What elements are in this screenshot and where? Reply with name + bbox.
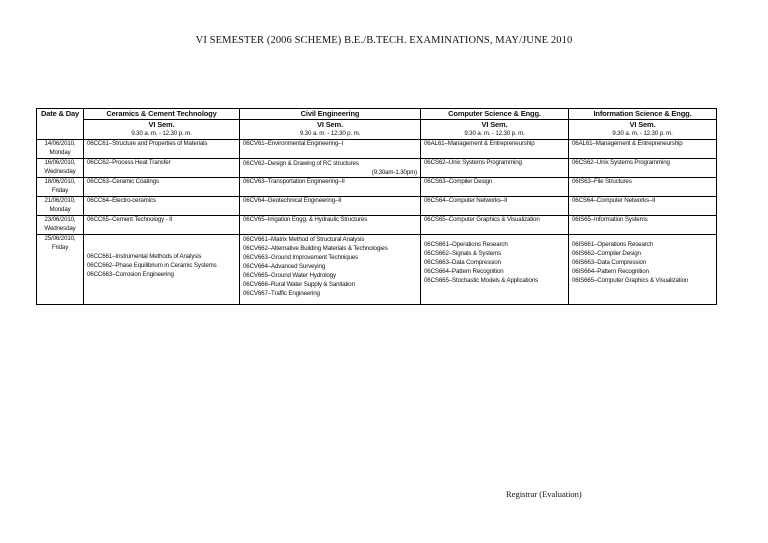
- subject-cell: [84, 178, 240, 197]
- exam-date-cell: [37, 197, 84, 216]
- semester-cell: [84, 119, 240, 139]
- subject-entry: 06IS663–Data Compression: [572, 259, 647, 267]
- subject-entry: 06IS65–Information Systems: [572, 216, 648, 224]
- subject-entry: 06CC65–Cement Technology - II: [87, 216, 173, 224]
- subject-entry: 06CV63–Transportation Engineering–II: [243, 178, 345, 186]
- subject-entry: 06CS664–Pattern Recognition: [424, 268, 504, 276]
- subject-cell: [84, 216, 240, 235]
- subject-entry: 06IS63–File Structures: [572, 178, 632, 186]
- exam-date: 21/06/2010,: [44, 197, 76, 205]
- department-header-row: [37, 109, 717, 120]
- subject-cell: [421, 158, 569, 178]
- subject-entry: 06CC62–Process Heat Transfer: [87, 158, 171, 166]
- subject-entry: 06CS663–Data Compression: [424, 259, 501, 267]
- subject-entry: 06CC663–Corrosion Engineering: [87, 271, 174, 279]
- subject-cell: [240, 235, 421, 305]
- subject-cell: [240, 216, 421, 235]
- table-row: [37, 216, 717, 235]
- subject-entry: 06CV667–Traffic Engineering: [243, 289, 320, 297]
- subject-entry: 06IS665–Computer Graphics & Visualization: [572, 277, 689, 285]
- subject-cell: [569, 216, 717, 235]
- subject-cell: [569, 178, 717, 197]
- table-row: [37, 178, 717, 197]
- subject-entry: 06CS64–Computer Networks–II: [424, 197, 508, 205]
- subject-entry: 06CS64–Computer Networks–II: [572, 197, 656, 205]
- subject-entry: 06CC63–Ceramic Coatings: [87, 178, 159, 186]
- subject-entry: 06CS65–Computer Graphics & Visualization: [424, 216, 540, 224]
- subject-cell: [569, 139, 717, 158]
- exam-day: Friday: [51, 244, 69, 252]
- subject-cell: [421, 197, 569, 216]
- subject-entry: 06CV61–Environmental Engineering–I: [243, 139, 344, 147]
- timetable-body: [37, 139, 717, 305]
- exam-date: 16/06/2010,: [44, 158, 76, 166]
- exam-day: Wednesday: [44, 225, 76, 233]
- subject-entry: 06CV662–Alternative Building Materials & Technologies: [243, 245, 388, 253]
- table-row: [37, 197, 717, 216]
- date-day-header: Date & Day: [37, 109, 84, 140]
- exam-date-cell: [37, 235, 84, 305]
- subject-entry: 06CV663–Ground Improvement Techniques: [243, 254, 359, 262]
- semester-label: VI Sem.: [629, 119, 656, 129]
- exam-date-cell: [37, 216, 84, 235]
- subject-entry: 06CS63–Compiler Design: [424, 178, 493, 186]
- subject-entry: 06CV62–Design & Drawing of RC structures: [243, 159, 359, 167]
- exam-day: Monday: [49, 148, 71, 156]
- subject-cell: [84, 197, 240, 216]
- subject-entry: 06CC64–Electro-ceramics: [87, 197, 156, 205]
- subject-entry: 06CV664–Advanced Surveying: [243, 263, 326, 271]
- semester-row: [37, 119, 717, 139]
- subject-cell: [240, 197, 421, 216]
- subject-entry: 06CS662–Signals & Systems: [424, 250, 502, 258]
- exam-date: 25/06/2010,: [44, 235, 76, 243]
- registrar-signature: Registrar (Evaluation): [506, 489, 582, 499]
- subject-entry: 06AL61–Management & Entrepreneurship: [424, 139, 535, 147]
- subject-entry: 06CV65–Irrigation Engg. & Hydraulic Structures: [243, 216, 368, 224]
- subject-entry: 06IS662–Compiler Design: [572, 250, 641, 258]
- dept-header-ceramics: Ceramics & Cement Technology: [84, 109, 240, 120]
- exam-date-cell: [37, 158, 84, 178]
- exam-day: Wednesday: [44, 167, 76, 175]
- subject-entry: 06CV64–Geotechnical Engineering–II: [243, 197, 342, 205]
- subject-entry: 06CC662–Phase Equilibrium in Ceramic Systems: [87, 262, 217, 270]
- semester-label: VI Sem.: [481, 119, 508, 129]
- exam-time: 9.30 a. m. - 12.30 p. m.: [464, 129, 525, 137]
- subject-entry: 06AL61–Management & Entrepreneurship: [572, 139, 683, 147]
- semester-cell: [421, 119, 569, 139]
- subject-cell: [84, 139, 240, 158]
- table-row: [37, 158, 717, 178]
- exam-date-cell: [37, 139, 84, 158]
- exam-date-cell: [37, 178, 84, 197]
- subject-entry: 06CS665–Stochastic Models & Applications: [424, 277, 539, 285]
- subject-entry: 06IS661–Operations Research: [572, 241, 653, 249]
- subject-cell: [569, 197, 717, 216]
- table-row: [37, 139, 717, 158]
- table-row: [37, 235, 717, 305]
- document-title: VI SEMESTER (2006 SCHEME) B.E./B.TECH. EXAMINATIONS, MAY/JUNE 2010: [195, 35, 573, 46]
- exam-day: Friday: [51, 187, 69, 195]
- exam-time: 9.30 a. m. - 12.30 p. m.: [299, 129, 361, 137]
- semester-cell: [569, 119, 717, 139]
- subject-cell: [84, 235, 240, 305]
- subject-cell: [569, 158, 717, 178]
- subject-entry: 06CV661–Matrix Method of Structural Analysis: [243, 236, 365, 244]
- exam-date: 14/06/2010,: [44, 139, 76, 147]
- subject-entry: 06CV665–Ground Water Hydrology: [243, 272, 336, 280]
- subject-entry: 06CC661–Instrumental Methods of Analysis: [87, 253, 202, 261]
- subject-cell: [240, 139, 421, 158]
- subject-cell: [421, 235, 569, 305]
- subject-cell: [84, 158, 240, 178]
- subject-entry: 06CS62–Unix Systems Programming: [424, 158, 522, 166]
- exam-time-note: (9.30am-1.30pm): [371, 168, 417, 176]
- subject-entry: 06CS62–Unix Systems Programming: [572, 158, 670, 166]
- subject-entry: 06IS664–Pattern Recognition: [572, 268, 649, 276]
- dept-header-cse: Computer Science & Engg.: [421, 109, 569, 120]
- subject-cell: [421, 178, 569, 197]
- dept-header-ise: Information Science & Engg.: [569, 109, 717, 120]
- subject-entry: 06CC61–Structure and Properties of Materials: [87, 139, 208, 147]
- dept-header-civil: Civil Engineering: [240, 109, 421, 120]
- exam-timetable: [36, 108, 717, 305]
- subject-cell: [240, 158, 421, 178]
- exam-time: 9.30 a. m. - 12.30 p. m.: [612, 129, 673, 137]
- subject-cell: [240, 178, 421, 197]
- exam-time: 9.30 a. m. - 12.30 p. m.: [131, 129, 192, 137]
- subject-entry: 06CV666–Rural Water Supply & Sanitation: [243, 280, 355, 288]
- subject-cell: [421, 139, 569, 158]
- subject-entry: 06CS661–Operations Research: [424, 241, 508, 249]
- semester-cell: [240, 119, 421, 139]
- semester-label: VI Sem.: [316, 119, 344, 129]
- subject-cell: [569, 235, 717, 305]
- exam-date: 18/06/2010,: [44, 178, 76, 186]
- exam-date: 23/06/2010,: [44, 216, 76, 224]
- semester-label: VI Sem.: [148, 119, 175, 129]
- exam-day: Monday: [49, 206, 71, 214]
- subject-cell: [421, 216, 569, 235]
